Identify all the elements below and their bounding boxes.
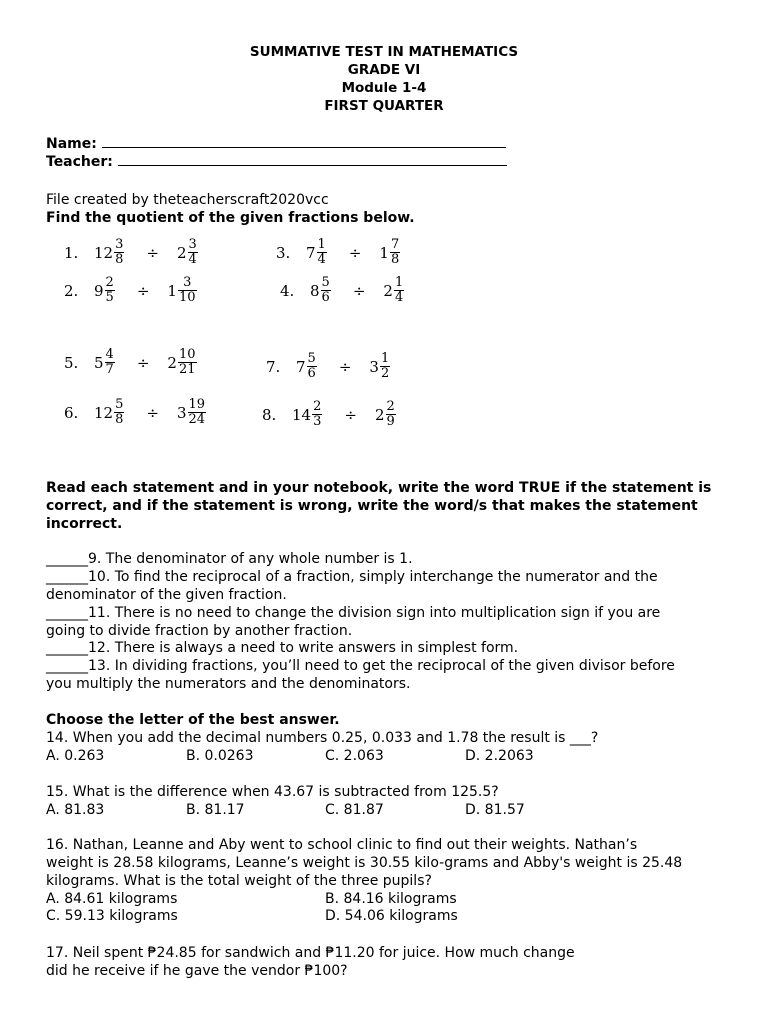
divisor-whole: 3 [369,357,379,376]
q16-option-a: A. 84.61 kilograms [46,891,178,907]
divisor-denominator: 8 [390,252,400,267]
divisor-whole: 1 [167,281,177,300]
divisor-whole: 2 [383,281,393,300]
statement-10-line2: denominator of the given fraction. [46,587,287,603]
dividend [94,276,115,305]
question-17-line1: 17. Neil spent ₱24.85 for sandwich and ₱11.20 for juice. How much change [46,945,575,961]
name-label: Name: [46,136,97,152]
dividend-denominator: 8 [115,412,124,427]
divisor-numerator: 7 [390,237,400,252]
divisor-fraction [380,352,390,381]
dividend-whole: 8 [310,281,320,300]
divisor-denominator: 10 [178,290,196,305]
divisor [167,276,196,305]
divisor-fraction [188,238,198,267]
divisor-numerator: 3 [183,275,192,290]
name-field [46,136,506,152]
dividend-fraction [321,276,331,305]
dividend-denominator: 7 [105,362,114,377]
division-sign: ÷ [348,243,362,262]
dividend-whole: 7 [306,243,316,262]
dividend [306,238,327,267]
dividend [94,238,124,267]
q14-option-b: B. 0.0263 [186,748,254,764]
divisor-denominator: 4 [188,252,197,267]
credit-line: File created by theteacherscraft2020vcc [46,192,329,208]
question-16-line2: weight is 28.58 kilograms, Leanne’s weight is 30.55 kilo-grams and Abby's weight is 25.48 [46,855,683,871]
question-17-line2: did he receive if he gave the vendor ₱100? [46,963,348,979]
quarter-label: FIRST QUARTER [324,98,444,114]
section2-instruction-line2: correct, and if the statement is wrong, write the word/s that makes the statement [46,498,698,514]
dividend-fraction [312,400,322,429]
statement-11-line2: going to divide fraction by another fraction. [46,623,353,639]
question-14: 14. When you add the decimal numbers 0.25, 0.033 and 1.78 the result is ___? [46,730,599,746]
q16-option-b: B. 84.16 kilograms [325,891,457,907]
statement-13-line1: ______13. In dividing fractions, you’ll need to get the reciprocal of the given divisor before [46,658,675,674]
dividend-numerator: 5 [307,351,316,366]
dividend-numerator: 4 [105,347,114,362]
division-sign: ÷ [146,403,159,422]
problem-number: 3. [276,243,291,262]
divisor-fraction [188,398,207,427]
dividend-denominator: 5 [105,290,114,305]
q15-option-b: B. 81.17 [186,802,245,818]
dividend-fraction [307,352,317,381]
dividend-whole: 9 [94,281,104,300]
statement-13-line2: you multiply the numerators and the denominators. [46,676,411,692]
problem-number: 8. [262,405,277,424]
dividend-denominator: 4 [317,252,326,267]
divisor-whole: 1 [379,243,389,262]
divisor-whole: 2 [374,405,385,424]
dividend-numerator: 2 [105,275,114,290]
problem-number: 7. [266,357,281,376]
dividend-whole: 12 [94,403,114,422]
dividend-whole: 7 [296,357,306,376]
fraction-problem-6 [64,398,206,427]
dividend-fraction [105,276,115,305]
section2-instruction-line1: Read each statement and in your notebook, write the word TRUE if the statement is [46,480,712,496]
divisor-fraction [178,348,197,377]
divisor-denominator: 4 [394,290,404,305]
divisor-denominator: 24 [188,412,206,427]
dividend-whole: 5 [94,353,104,372]
dividend-denominator: 3 [313,414,322,429]
fraction-problem-7 [266,352,390,381]
divisor [375,400,396,429]
division-sign: ÷ [146,243,159,262]
q15-option-d: D. 81.57 [465,802,525,818]
divisor-fraction [178,276,197,305]
divisor-fraction [394,276,404,305]
divisor-numerator: 1 [394,275,404,290]
divisor-whole: 2 [167,353,177,372]
problem-number: 4. [280,281,295,300]
dividend-numerator: 5 [321,275,330,290]
q15-option-a: A. 81.83 [46,802,105,818]
statement-12: ______12. There is always a need to write answers in simplest form. [46,640,519,656]
dividend-whole: 12 [94,243,114,262]
question-15: 15. What is the difference when 43.67 is subtracted from 125.5? [46,784,499,800]
dividend-whole: 14 [292,405,312,424]
divisor-denominator: 2 [380,366,390,381]
fraction-problem-4 [280,276,404,305]
grade-label: GRADE VI [347,62,421,78]
problem-number: 6. [64,403,79,422]
divisor-whole: 3 [176,403,187,422]
dividend-fraction [105,348,115,377]
divisor-numerator: 10 [178,347,196,362]
test-title: SUMMATIVE TEST IN MATHEMATICS [249,44,519,60]
division-sign: ÷ [136,353,150,372]
divisor [177,398,206,427]
q15-option-c: C. 81.87 [325,802,384,818]
fraction-problem-3 [276,238,400,267]
q14-option-a: A. 0.263 [46,748,105,764]
problem-number: 5. [64,353,79,372]
divisor-whole: 2 [176,243,187,262]
q14-option-c: C. 2.063 [325,748,384,764]
dividend-numerator: 3 [115,237,124,252]
section2-instruction-line3: incorrect. [46,516,123,532]
name-blank-line [102,136,506,148]
divisor [167,348,196,377]
dividend [292,400,322,429]
division-sign: ÷ [344,405,357,424]
dividend-numerator: 5 [115,397,124,412]
division-sign: ÷ [338,357,352,376]
question-16-line1: 16. Nathan, Leanne and Aby went to school clinic to find out their weights. Nathan’s [46,837,638,853]
dividend [296,352,317,381]
question-16-line3: kilograms. What is the total weight of the three pupils? [46,873,432,889]
division-sign: ÷ [136,281,150,300]
dividend-numerator: 2 [313,399,322,414]
dividend-denominator: 6 [307,366,316,381]
divisor [383,276,404,305]
fraction-problem-8 [262,400,396,429]
q16-option-d: D. 54.06 kilograms [325,908,458,924]
divisor [177,238,198,267]
dividend-numerator: 1 [317,237,326,252]
module-label: Module 1-4 [341,80,427,96]
dividend [94,398,124,427]
statement-9: ______9. The denominator of any whole number is 1. [46,551,413,567]
statement-10-line1: ______10. To find the reciprocal of a fraction, simply interchange the numerator and the [46,569,658,585]
dividend [94,348,115,377]
section1-instruction: Find the quotient of the given fractions below. [46,210,415,226]
teacher-field [46,154,507,170]
dividend-fraction [114,398,124,427]
divisor-fraction [386,400,396,429]
division-sign: ÷ [352,281,366,300]
problem-number: 1. [64,243,79,262]
dividend-denominator: 6 [321,290,330,305]
divisor-denominator: 9 [386,414,395,429]
divisor-numerator: 2 [386,399,395,414]
fraction-problem-5 [64,348,197,377]
divisor-numerator: 19 [188,397,206,412]
divisor-denominator: 21 [178,362,196,377]
statement-11-line1: ______11. There is no need to change the division sign into multiplication sign if you are [46,605,661,621]
divisor [379,238,400,267]
problem-number: 2. [64,281,79,300]
q14-option-d: D. 2.2063 [465,748,534,764]
section3-instruction: Choose the letter of the best answer. [46,712,340,728]
divisor-numerator: 1 [380,351,390,366]
teacher-label: Teacher: [46,154,113,170]
divisor-numerator: 3 [188,237,197,252]
q16-option-c: C. 59.13 kilograms [46,908,178,924]
divisor-fraction [390,238,400,267]
dividend-fraction [317,238,327,267]
fraction-problem-2 [64,276,197,305]
dividend-denominator: 8 [115,252,124,267]
dividend-fraction [114,238,124,267]
dividend [310,276,331,305]
fraction-problem-1 [64,238,198,267]
teacher-blank-line [118,154,507,166]
divisor [369,352,390,381]
